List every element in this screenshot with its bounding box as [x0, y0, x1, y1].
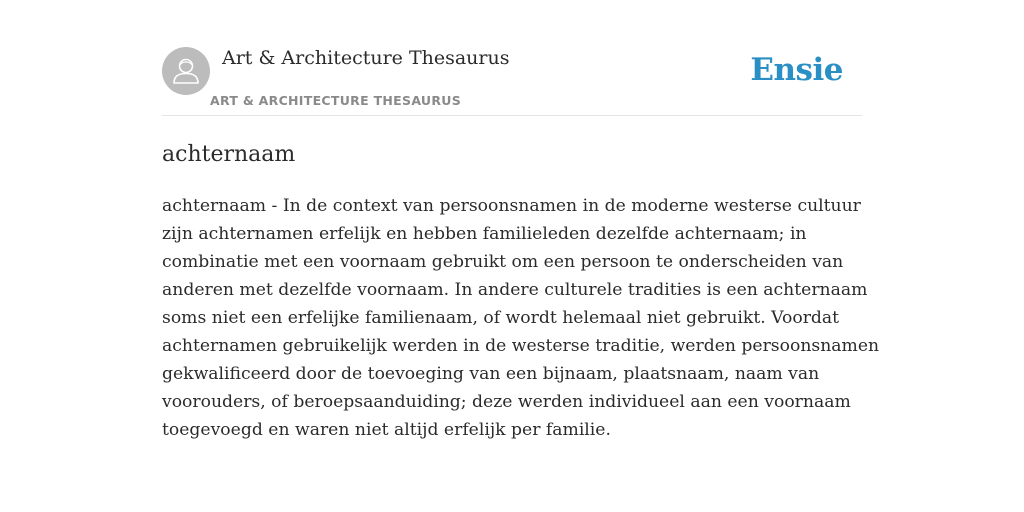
- definition-line: gekwalificeerd door de toevoeging van een bijnaam, plaatsnaam, naam van: [162, 364, 820, 384]
- entry-definition: [162, 192, 880, 444]
- definition-line: toegevoegd en waren niet altijd erfelijk per familie.: [162, 420, 611, 440]
- definition-line: combinatie met een voornaam gebruikt om een persoon te onderscheiden van: [162, 252, 844, 272]
- user-silhouette-icon: [162, 47, 210, 95]
- definition-line: zijn achternamen erfelijk en hebben familieleden dezelfde achternaam; in: [162, 224, 807, 244]
- entry-term: achternaam: [162, 142, 296, 167]
- source-header: [162, 46, 862, 116]
- avatar[interactable]: [162, 47, 210, 95]
- source-subtitle[interactable]: ART & ARCHITECTURE THESAURUS: [210, 93, 462, 108]
- source-title[interactable]: Art & Architecture Thesaurus: [222, 47, 510, 69]
- definition-line: achternaam - In de context van persoonsnamen in de moderne westerse cultuur: [162, 196, 861, 216]
- definition-line: anderen met dezelfde voornaam. In andere culturele tradities is een achternaam: [162, 280, 868, 300]
- brand-logo[interactable]: Ensie: [750, 52, 843, 88]
- definition-line: voorouders, of beroepsaanduiding; deze werden individueel aan een voornaam: [162, 392, 851, 412]
- definition-line: achternamen gebruikelijk werden in de westerse traditie, werden persoonsnamen: [162, 336, 880, 356]
- definition-line: soms niet een erfelijke familienaam, of wordt helemaal niet gebruikt. Voordat: [162, 308, 840, 328]
